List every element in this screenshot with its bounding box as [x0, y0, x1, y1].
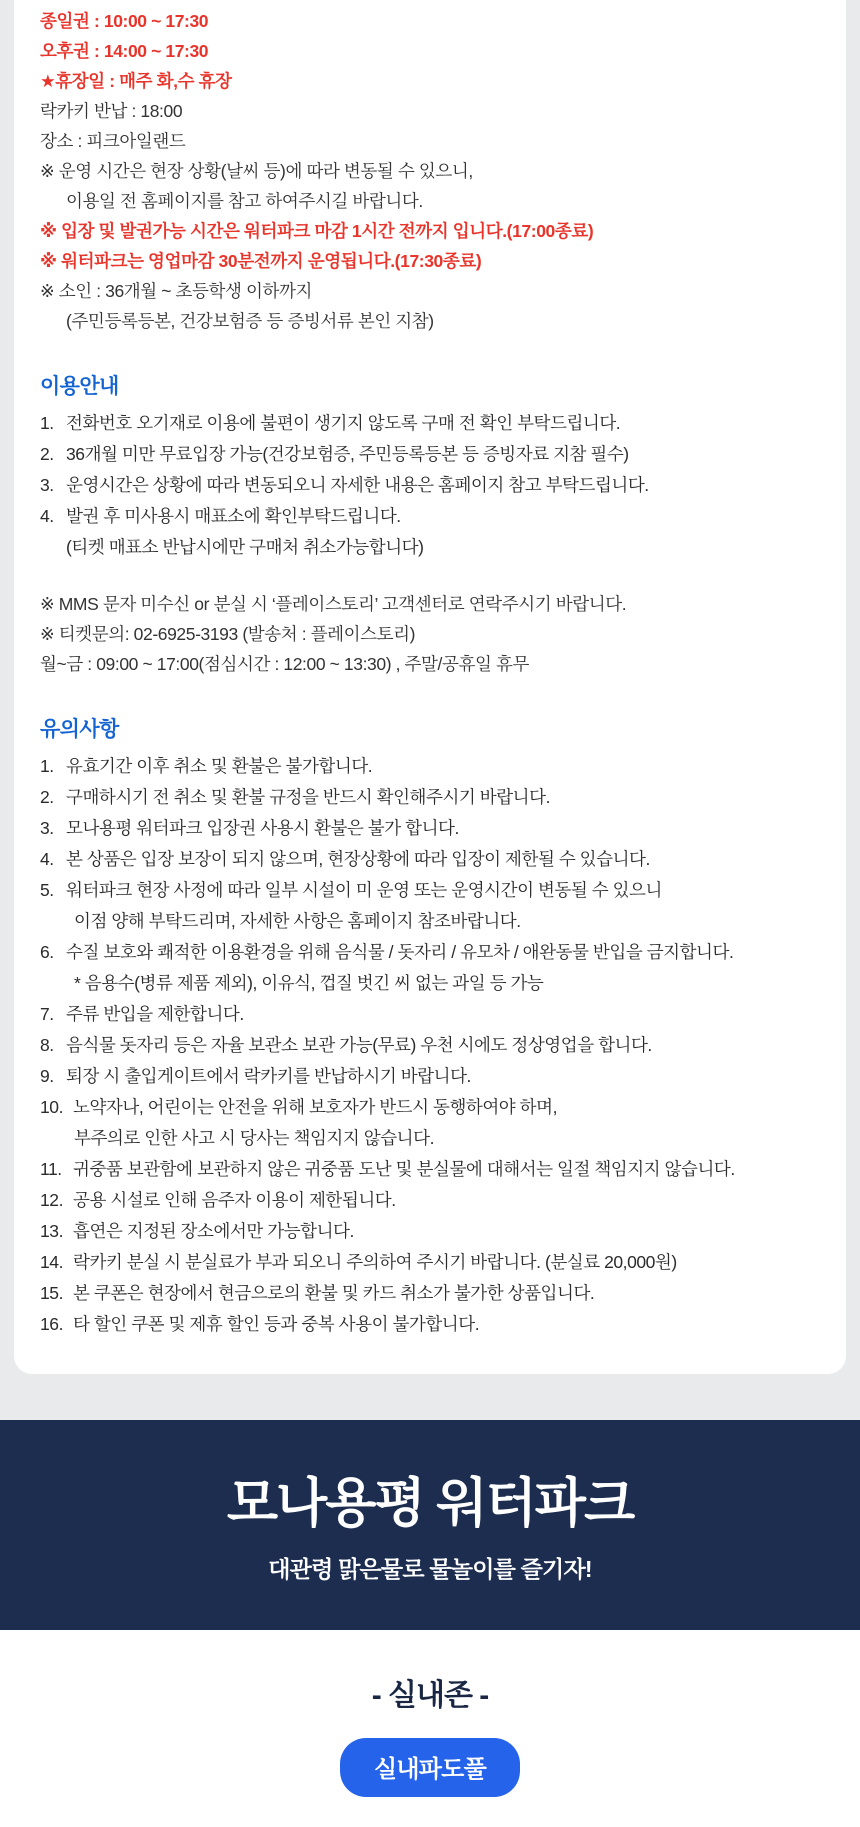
- usage-item: [40, 470, 820, 501]
- caution-item-number: 9.: [40, 1066, 54, 1086]
- caution-item-number: 6.: [40, 942, 54, 962]
- caution-item: [40, 1185, 820, 1216]
- usage-sub-note: (티켓 매표소 반납시에만 구매처 취소가능합니다): [66, 537, 424, 557]
- usage-note: ※ 티켓문의: 02-6925-3193 (발송처 : 플레이스토리): [40, 624, 416, 644]
- schedule-line: ※ 소인 : 36개월 ~ 초등학생 이하까지: [40, 281, 313, 301]
- usage-item-text: 36개월 미만 무료입장 가능(건강보험증, 주민등록등본 등 증빙자료 지참 필수): [66, 444, 629, 464]
- schedule-line: ※ 운영 시간은 현장 상황(날씨 등)에 따라 변동될 수 있으니,: [40, 161, 473, 181]
- caution-item-text: 구매하시기 전 취소 및 환불 규정을 반드시 확인해주시기 바랍니다.: [66, 787, 550, 807]
- usage-note: ※ MMS 문자 미수신 or 분실 시 ‘플레이스토리’ 고객센터로 연락주시기 바랍니다.: [40, 594, 627, 614]
- caution-item-text: 워터파크 현장 사정에 따라 일부 시설이 미 운영 또는 운영시간이 변동될 수 있으니: [66, 880, 662, 900]
- schedule-block: [40, 0, 820, 336]
- caution-item-text: 퇴장 시 출입게이트에서 락카키를 반납하시기 바랍니다.: [66, 1066, 471, 1086]
- caution-section-title: 유의사항: [40, 718, 119, 741]
- caution-item: [40, 1309, 820, 1340]
- caution-item: [40, 1216, 820, 1247]
- caution-item-number: 10.: [40, 1097, 63, 1117]
- caution-sub-text: * 음용수(병류 제품 제외), 이유식, 껍질 벗긴 씨 없는 과일 등 가능: [74, 973, 544, 993]
- caution-item: [40, 999, 820, 1030]
- caution-sub-text: 부주의로 인한 사고 시 당사는 책임지지 않습니다.: [74, 1128, 434, 1148]
- caution-item: [40, 782, 820, 813]
- caution-item-number: 8.: [40, 1035, 54, 1055]
- schedule-line: (주민등록등본, 건강보험증 등 증빙서류 본인 지참): [66, 311, 434, 331]
- caution-item-number: 11.: [40, 1159, 62, 1179]
- caution-item-number: 4.: [40, 849, 54, 869]
- usage-item-number: 4.: [40, 506, 54, 526]
- schedule-line: ★휴장일 : 매주 화,수 휴장: [40, 71, 232, 91]
- usage-item-text: 전화번호 오기재로 이용에 불편이 생기지 않도록 구매 전 확인 부탁드립니다.: [66, 413, 621, 433]
- caution-item: [40, 1278, 820, 1309]
- caution-item-text: 음식물 돗자리 등은 자율 보관소 보관 가능(무료) 우천 시에도 정상영업을 합니다.: [66, 1035, 652, 1055]
- caution-item-text: 락카키 분실 시 분실료가 부과 되오니 주의하여 주시기 바랍니다. (분실료 20,000원): [73, 1252, 677, 1272]
- indoor-zone-section: [0, 1630, 860, 1827]
- caution-item-number: 13.: [40, 1221, 63, 1241]
- caution-item-number: 12.: [40, 1190, 63, 1210]
- schedule-line: ※ 워터파크는 영업마감 30분전까지 운영됩니다.(17:30종료): [40, 251, 482, 271]
- caution-item-text: 주류 반입을 제한합니다.: [66, 1004, 244, 1024]
- caution-item-text: 귀중품 보관함에 보관하지 않은 귀중품 도난 및 분실물에 대해서는 일절 책임지지 않습니다.: [73, 1159, 735, 1179]
- caution-item: [40, 844, 820, 875]
- caution-item-text: 본 상품은 입장 보장이 되지 않으며, 현장상황에 따라 입장이 제한될 수 있습니다.: [66, 849, 650, 869]
- caution-item: [40, 1247, 820, 1278]
- schedule-line: 종일권 : 10:00 ~ 17:30: [40, 11, 209, 31]
- caution-item-text: 수질 보호와 쾌적한 이용환경을 위해 음식물 / 돗자리 / 유모차 / 애완동물 반입을 금지합니다.: [66, 942, 734, 962]
- caution-item-text: 노약자나, 어린이는 안전을 위해 보호자가 반드시 동행하여야 하며,: [73, 1097, 557, 1117]
- caution-item-number: 2.: [40, 787, 54, 807]
- caution-item: [40, 1030, 820, 1061]
- promo-banner-title: 모나용평 워터파크: [226, 1474, 634, 1533]
- caution-item-text: 유효기간 이후 취소 및 환불은 불가합니다.: [66, 756, 373, 776]
- caution-item-number: 1.: [40, 756, 54, 776]
- caution-item: [40, 1154, 820, 1185]
- section-gap: [0, 1374, 860, 1420]
- caution-item: [40, 1061, 820, 1092]
- caution-item-text: 공용 시설로 인해 음주자 이용이 제한됩니다.: [73, 1190, 396, 1210]
- caution-item-text: 본 쿠폰은 현장에서 현금으로의 환불 및 카드 취소가 불가한 상품입니다.: [73, 1283, 595, 1303]
- usage-note: 월~금 : 09:00 ~ 17:00(점심시간 : 12:00 ~ 13:30) , 주말/공휴일 휴무: [40, 654, 529, 674]
- info-card: [14, 0, 846, 1374]
- caution-sub-text: 이점 양해 부탁드리며, 자세한 사항은 홈페이지 참조바랍니다.: [74, 911, 521, 931]
- usage-item: [40, 501, 820, 532]
- usage-item-number: 3.: [40, 475, 54, 495]
- caution-item-number: 7.: [40, 1004, 54, 1024]
- usage-item-number: 2.: [40, 444, 54, 464]
- spacer: [40, 563, 820, 589]
- caution-item: [40, 875, 820, 906]
- caution-item-number: 15.: [40, 1283, 63, 1303]
- caution-item-text: 타 할인 쿠폰 및 제휴 할인 등과 중복 사용이 불가합니다.: [73, 1314, 480, 1334]
- usage-section-title: 이용안내: [40, 375, 119, 398]
- caution-item: [40, 813, 820, 844]
- caution-item-number: 5.: [40, 880, 54, 900]
- promo-banner: [0, 1420, 860, 1630]
- usage-item: [40, 439, 820, 470]
- usage-item: [40, 408, 820, 439]
- schedule-line: ※ 입장 및 발권가능 시간은 워터파크 마감 1시간 전까지 입니다.(17:00종료): [40, 221, 594, 241]
- promo-banner-subtitle: 대관령 맑은물로 물놀이를 즐기자!: [268, 1556, 592, 1583]
- usage-item-text: 발권 후 미사용시 매표소에 확인부탁드립니다.: [66, 506, 401, 526]
- caution-item: [40, 937, 820, 968]
- schedule-line: 장소 : 피크아일랜드: [40, 131, 186, 151]
- caution-item-text: 모나용평 워터파크 입장권 사용시 환불은 불가 합니다.: [66, 818, 459, 838]
- schedule-line: 이용일 전 홈페이지를 참고 하여주시길 바랍니다.: [66, 191, 423, 211]
- caution-item: [40, 1092, 820, 1123]
- indoor-zone-title: - 실내존 -: [371, 1679, 489, 1713]
- caution-item-number: 14.: [40, 1252, 63, 1272]
- caution-item: [40, 751, 820, 782]
- caution-item-number: 3.: [40, 818, 54, 838]
- usage-item-text: 운영시간은 상황에 따라 변동되오니 자세한 내용은 홈페이지 참고 부탁드립니다.: [66, 475, 649, 495]
- caution-item-text: 흡연은 지정된 장소에서만 가능합니다.: [73, 1221, 354, 1241]
- usage-item-number: 1.: [40, 413, 54, 433]
- caution-item-number: 16.: [40, 1314, 63, 1334]
- schedule-line: 오후권 : 14:00 ~ 17:30: [40, 41, 209, 61]
- indoor-wave-pool-badge: 실내파도풀: [340, 1738, 520, 1797]
- schedule-line: 락카키 반납 : 18:00: [40, 101, 183, 121]
